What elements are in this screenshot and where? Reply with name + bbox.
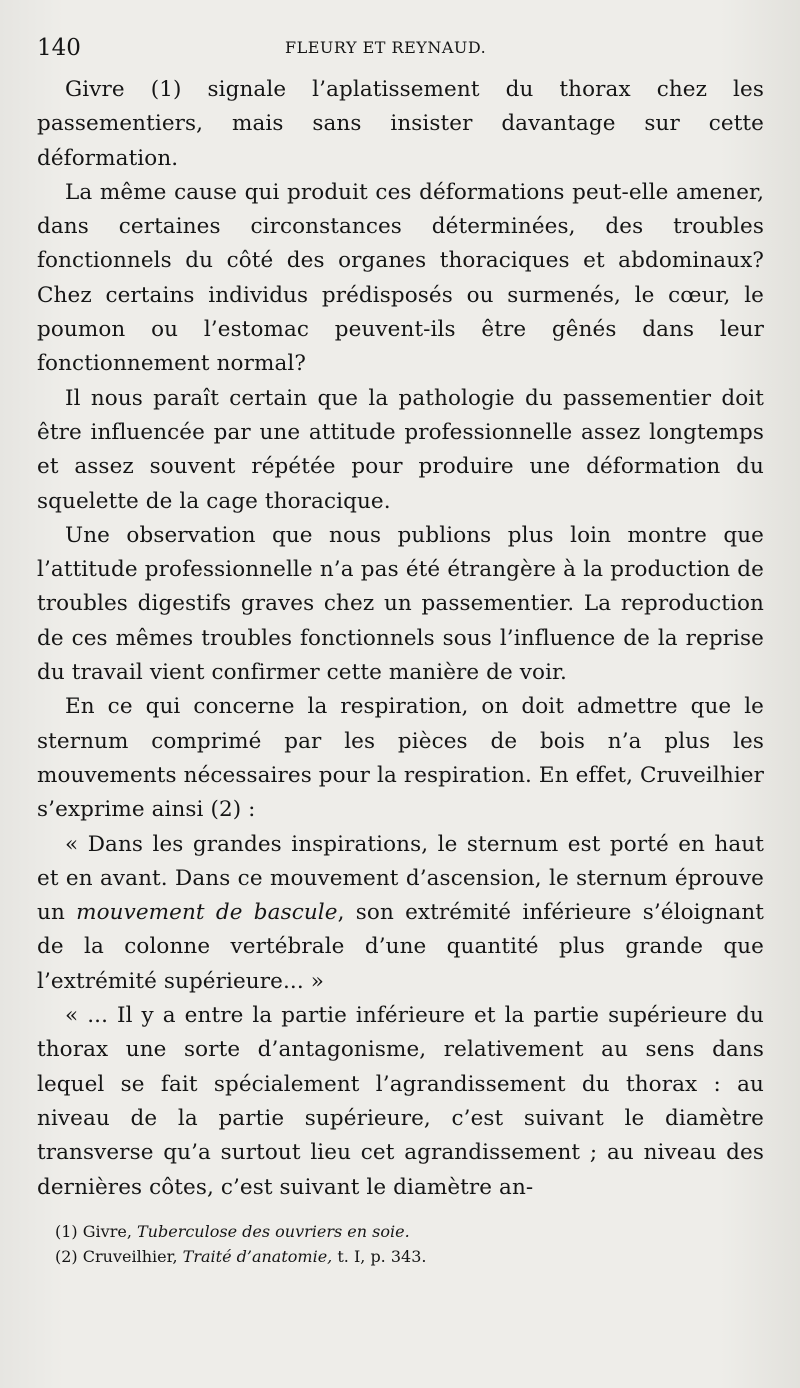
quotation-text: « Dans les grandes inspirations, le sternum est porté en haut et en avant. Dans ce mouvement d’ascension, le sternum éprouve un xyxy=(37,831,764,926)
footnote-marker: (1) xyxy=(55,1221,78,1241)
footnote-work-title: Tuberculose des ouvriers en soie. xyxy=(137,1221,410,1241)
footnote xyxy=(37,1244,764,1269)
paragraph: Givre (1) signale l’aplatissement du thorax chez les passementiers, mais sans insister davantage sur cette déformation. xyxy=(37,77,764,171)
page-number: 140 xyxy=(37,35,81,61)
running-head xyxy=(37,28,764,68)
paragraph: En ce qui concerne la respiration, on doit admettre que le sternum comprimé par les pièces de bois n’a plus les mouvements nécessaires pour la respiration. En effet, Cruveilhier s’exprime ainsi (2) : xyxy=(37,694,764,823)
body-text xyxy=(37,73,764,1205)
footnote-work-title: Traité d’anatomie, xyxy=(182,1246,333,1266)
footnote xyxy=(37,1219,764,1244)
footnote-author: Cruveilhier, xyxy=(82,1246,178,1266)
paragraph: Il nous paraît certain que la pathologie du passementier doit être influencée par une attitude professionnelle assez longtemps et assez souvent répétée pour produire une déformation du squelette de la cage thoracique. xyxy=(37,385,764,514)
footnotes xyxy=(37,1219,764,1269)
quotation-text: , son extrémité inférieure s’éloignant de la colonne vertébrale d’une quantité plus grande que l’extrémité supérieure... » xyxy=(37,900,765,994)
quotation-paragraph: « ... Il y a entre la partie inférieure et la partie supérieure du thorax une sorte d’antagonisme, relativement au sens dans lequel se fait spécialement l’agrandissement du thorax : au niveau de la partie supérieure, c’est suivant le diamètre transverse qu’a surtout lieu cet agrandissement ; au niveau des dernières côtes, c’est suivant le diamètre an- xyxy=(37,1003,764,1200)
paragraph: Une observation que nous publions plus loin montre que l’attitude professionnelle n’a pas été étrangère à la production de troubles digestifs graves chez un passementier. La reproduction de ces mêmes troubles fonctionnels sous l’influence de la reprise du travail vient confirmer cette manière de voir. xyxy=(37,522,764,686)
quotation-italic-text: mouvement de bascule xyxy=(76,900,338,926)
footnote-reference: t. I, p. 343. xyxy=(337,1246,427,1266)
paragraph: La même cause qui produit ces déformations peut-elle amener, dans certaines circonstances déterminées, des troubles fonctionnels du côté des organes thoraciques et abdominaux? Chez certains individus prédisposés ou surmenés, le cœur, le poumon ou l’estomac peuvent-ils être gênés dans leur fonctionnement normal? xyxy=(37,179,764,377)
running-title: FLEURY ET REYNAUD. xyxy=(285,38,487,57)
footnote-marker: (2) xyxy=(55,1246,78,1266)
quotation-paragraph xyxy=(37,828,764,999)
footnote-author: Givre, xyxy=(82,1221,132,1241)
